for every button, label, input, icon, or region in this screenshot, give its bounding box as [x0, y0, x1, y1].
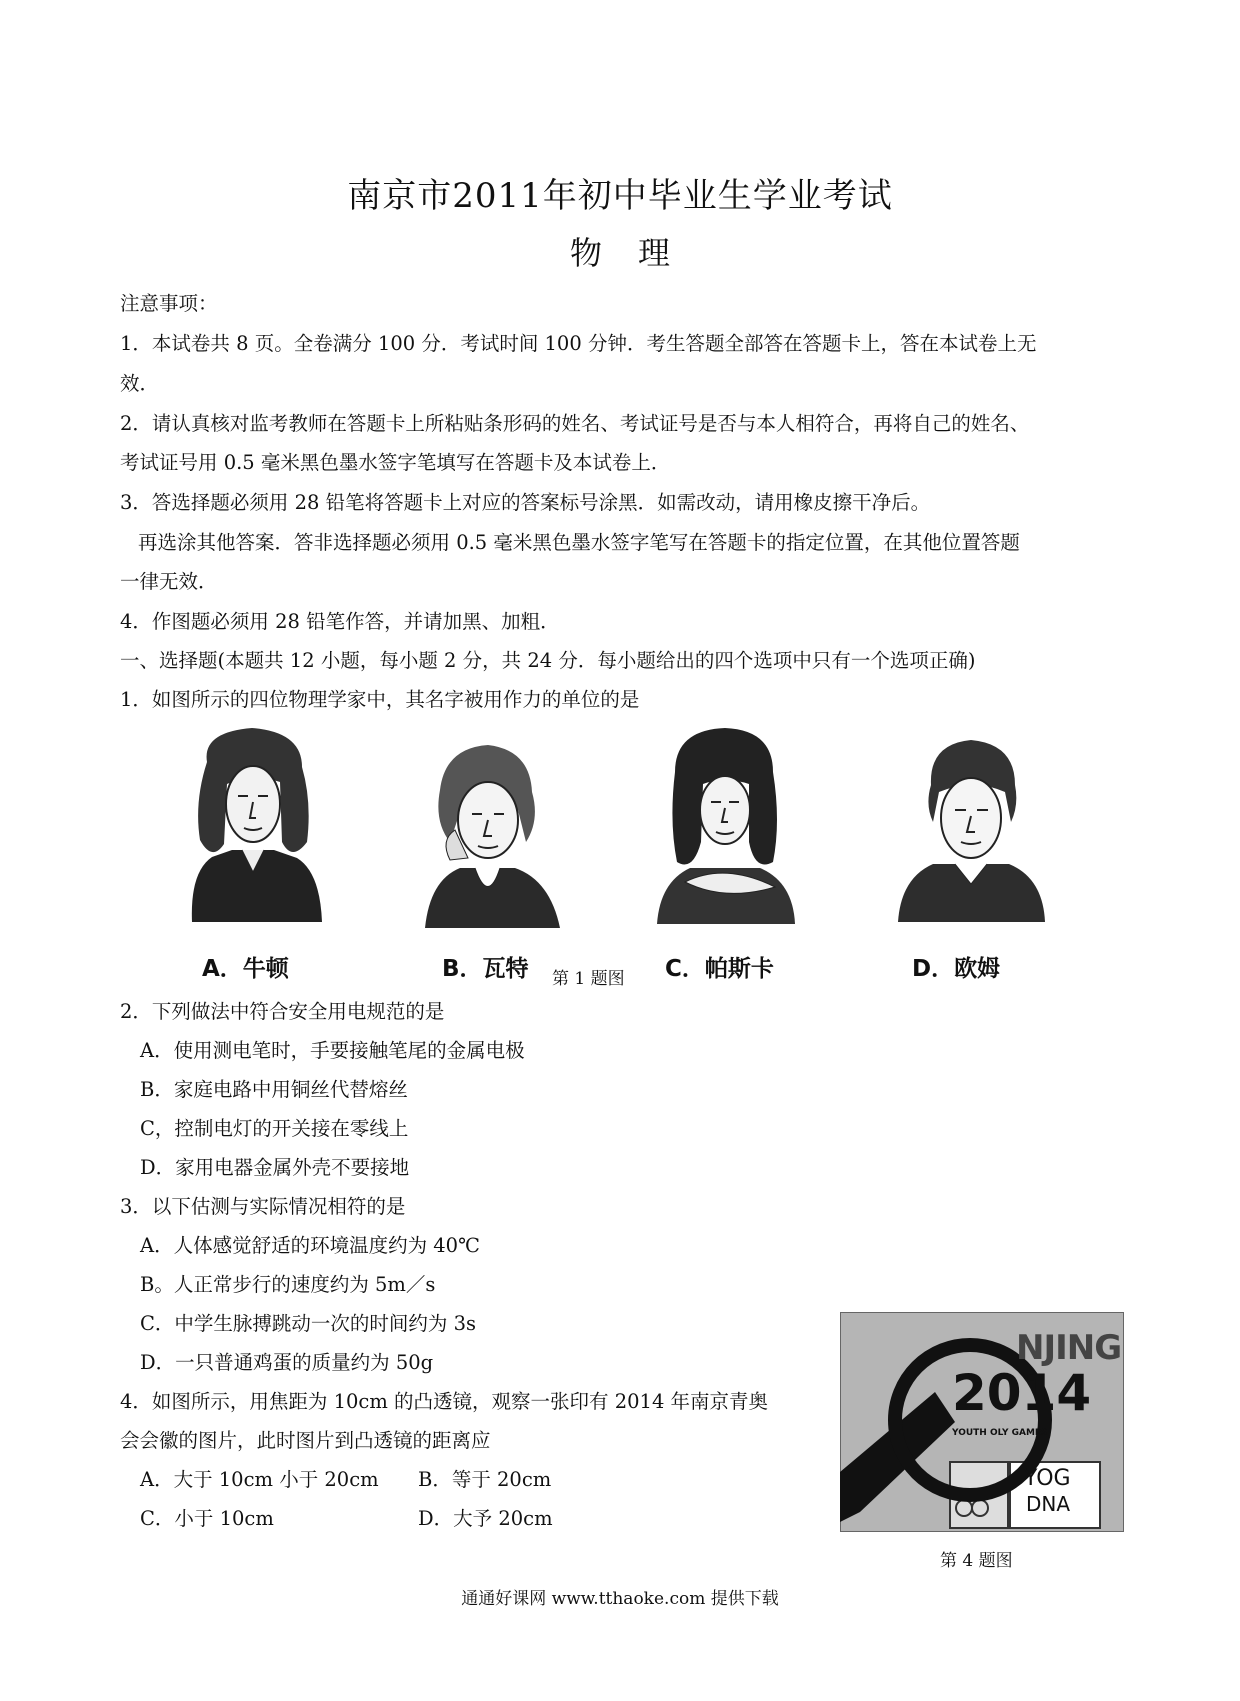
photo-text-year: 2014	[952, 1364, 1092, 1422]
q4-option-c: C．小于 10cm	[140, 1507, 274, 1530]
q2-option-a: A．使用测电笔时，手要接触笔尾的金属电极	[140, 1039, 525, 1062]
question-4-stem: 4．如图所示，用焦距为 10cm 的凸透镜，观察一张印有 2014 年南京青奥	[120, 1390, 769, 1413]
portrait-newton	[172, 722, 334, 922]
note-1: 1．本试卷共 8 页。全卷满分 100 分．考试时间 100 分钟．考生答题全部答在答题卡上，答在本试卷上无	[120, 332, 1037, 355]
note-3-cont: 再选涂其他答案．答非选择题必须用 0.5 毫米黑色墨水签字笔写在答题卡的指定位置，在其他位置答题	[138, 531, 1020, 554]
page-title: 南京市2011年初中毕业生学业考试	[347, 176, 893, 216]
q1-option-a: A．牛顿	[202, 956, 289, 982]
note-3: 3．答选择题必须用 28 铅笔将答题卡上对应的答案标号涂黑．如需改动，请用橡皮擦干净后。	[120, 491, 931, 514]
q2-option-d: D．家用电器金属外壳不要接地	[140, 1156, 410, 1179]
section-1-heading: 一、选择题(本题共 12 小题，每小题 2 分，共 24 分．每小题给出的四个选项中只有一个选项正确)	[120, 649, 976, 672]
q1-option-c: C．帕斯卡	[665, 956, 774, 982]
q4-option-a: A．大于 10cm 小于 20cm	[140, 1468, 379, 1491]
photo-text-yog: YOG	[1024, 1466, 1071, 1491]
q3-option-a: A．人体感觉舒适的环境温度约为 40℃	[140, 1234, 480, 1257]
q3-option-c: C．中学生脉搏跳动一次的时间约为 3s	[140, 1312, 477, 1335]
q4-option-b: B．等于 20cm	[418, 1468, 552, 1491]
note-4: 4．作图题必须用 28 铅笔作答，并请加黑、加粗．	[120, 610, 560, 633]
portrait-pascal	[645, 722, 805, 924]
notes-heading: 注意事项：	[120, 292, 218, 315]
q3-option-d: D．一只普通鸡蛋的质量约为 50g	[140, 1351, 434, 1374]
question-2-stem: 2．下列做法中符合安全用电规范的是	[120, 1000, 445, 1023]
q2-option-c: C，控制电灯的开关接在零线上	[140, 1117, 409, 1140]
q4-figure-label: 第 4 题图	[940, 1551, 1013, 1571]
question-1-stem: 1．如图所示的四位物理学家中，其名字被用作力的单位的是	[120, 688, 640, 711]
photo-text-games: YOUTH OLY GAMES	[952, 1428, 1048, 1438]
q1-option-b: B．瓦特	[442, 956, 529, 982]
q1-figure-label: 第 1 题图	[552, 969, 625, 989]
note-1-cont: 效．	[120, 372, 160, 395]
note-2: 2．请认真核对监考教师在答题卡上所粘贴条形码的姓名、考试证号是否与本人相符合，再将自己的姓名、	[120, 412, 1030, 435]
q2-option-b: B．家庭电路中用铜丝代替熔丝	[140, 1078, 408, 1101]
photo-text-top: NJING	[1016, 1328, 1122, 1368]
portrait-watt	[400, 730, 570, 928]
q3-option-b: B。人正常步行的速度约为 5m／s	[140, 1273, 436, 1296]
note-3-end: 一律无效．	[120, 570, 218, 593]
page-footer: 通通好课网 www.tthaoke.com 提供下载	[461, 1589, 779, 1609]
q4-option-d: D．大予 20cm	[418, 1507, 553, 1530]
subject-title: 物理	[569, 234, 706, 272]
note-2-cont: 考试证号用 0.5 毫米黑色墨水签字笔填写在答题卡及本试卷上．	[120, 451, 671, 474]
portrait-ohm	[893, 730, 1049, 922]
question-3-stem: 3．以下估测与实际情况相符的是	[120, 1195, 406, 1218]
q1-option-d: D．欧姆	[912, 956, 1001, 982]
question-4-stem-cont: 会会徽的图片，此时图片到凸透镜的距离应	[120, 1429, 491, 1452]
photo-text-dna: DNA	[1026, 1492, 1071, 1516]
q4-photo	[840, 1312, 1124, 1532]
